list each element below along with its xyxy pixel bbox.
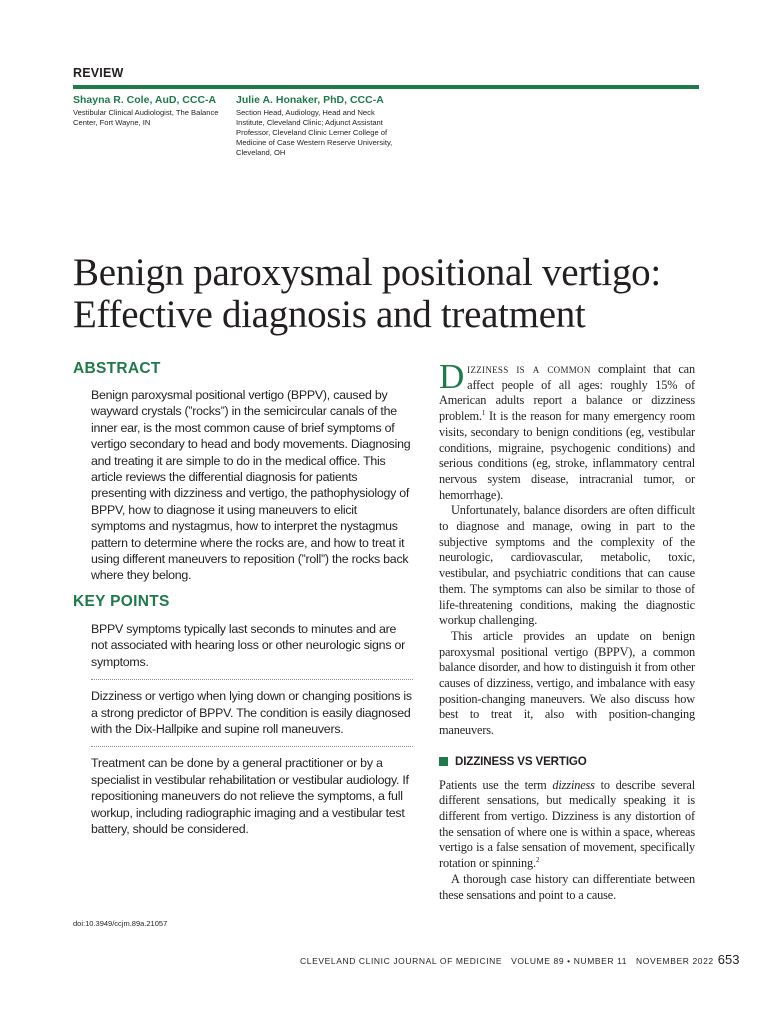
author-block-honaker — [236, 94, 396, 158]
header-rule — [73, 85, 699, 89]
title-line: Effective diagnosis and treatment — [73, 293, 586, 336]
affiliation-line: Section Head, Audiology, Head and Neck — [236, 108, 375, 117]
italic-term: dizziness — [552, 777, 595, 792]
intro-smallcaps: izziness is a common — [467, 362, 591, 376]
key-points-list — [73, 611, 413, 846]
footer-separator: • — [567, 956, 571, 966]
title-line: Benign paroxysmal positional vertigo: — [73, 251, 661, 294]
abstract-text: Benign paroxysmal positional vertigo (BPPV), caused by wayward crystals (”rocks”) in the semicircular canals of the inner ear, is the most common cause of brief symptoms of vertigo secondary to head and body movements. Diagnosing and treating it are simple to do in the medical office. This article reviews the differential diagnosis for patients presenting with dizziness and vertigo, the pathophysiology of BPPV, how to diagnose it using maneuvers to elicit symptoms and nystagmus, how to interpret the nystagmus pattern to determine where the rocks are, and how to treat it using different maneuvers to reposition (”roll”) the rocks back where they belong. — [91, 388, 411, 583]
section-label: REVIEW — [73, 66, 124, 80]
intro-text: complaint that can affect people of all ages: roughly 15% of American adults report a balance or dizziness problem. — [439, 362, 695, 424]
author-block-cole — [73, 94, 223, 128]
footer-number: NUMBER 11 — [573, 956, 628, 966]
page-footer — [300, 952, 740, 967]
key-point: Dizziness or vertigo when lying down or changing positions is a strong predictor of BPPV. The condition is easily diagnosed with the Dix-Hallpike and supine roll maneuvers. — [91, 680, 413, 747]
affiliation-line: Center, Fort Wayne, IN — [73, 118, 151, 127]
reference-marker[interactable]: 2 — [535, 856, 540, 864]
reference-marker[interactable]: 1 — [481, 409, 486, 418]
doi-link[interactable]: doi:10.3949/ccjm.89a.21057 — [73, 919, 168, 928]
key-point: Treatment can be done by a general practitioner or by a specialist in vestibular rehabilitation or vestibular audiology. If repositioning maneuvers do not relieve the symptoms, a full workup, including radiographic imaging and a vestibular test battery, should be considered. — [91, 756, 409, 836]
drop-cap: D — [439, 357, 465, 396]
key-point: BPPV symptoms typically last seconds to minutes and are not associated with hearing loss or other neurologic signs or symptoms. — [91, 611, 413, 680]
intro-text-tail: It is the reason for many emergency room visits, secondary to benign conditions (eg, vestibular conditions, migraine, psychogenic conditions) and serious conditions (eg, stroke, inflammatory central nervous system disease, intracranial tumor, or hemorrhage). — [439, 409, 695, 502]
left-column — [73, 360, 413, 846]
affiliation-line: Cleveland, OH — [236, 148, 286, 157]
subheading-text: DIZZINESS VS VERTIGO — [455, 754, 587, 768]
author-affiliation — [73, 108, 223, 128]
author-name: Shayna R. Cole, AuD, CCC-A — [73, 94, 217, 106]
square-bullet-icon — [439, 757, 448, 766]
article-title — [73, 252, 713, 336]
key-points-heading: KEY POINTS — [73, 592, 170, 610]
intro-paragraph — [439, 357, 695, 503]
author-name: Julie A. Honaker, PhD, CCC-A — [236, 94, 384, 106]
right-column — [439, 357, 696, 903]
section-subheading — [439, 754, 695, 770]
footer-date: NOVEMBER 2022 — [636, 956, 714, 966]
author-affiliation — [236, 108, 396, 158]
body-paragraph: A thorough case history can differentiate between these sensations and point to a cause. — [439, 871, 695, 902]
affiliation-line: Medicine of Case Western Reserve University, — [236, 138, 393, 147]
text-span: Patients use the term — [439, 777, 553, 792]
body-paragraph: This article provides an update on benign paroxysmal positional vertigo (BPPV), a common balance disorder, and how to distinguish it from other causes of dizziness, vertigo, and imbalance with easy position-changing maneuvers. We also discuss how best to treat it, also with position-changing maneuvers. — [439, 628, 695, 738]
body-paragraph: Unfortunately, balance disorders are often difficult to diagnose and manage, owing in part to the subjective symptoms and the complexity of the neurologic, cardiovascular, metabolic, toxic, vestibular, and psychiatric conditions that can cause them. The symptoms can also be similar to those of life-threatening conditions, making the diagnostic workup challenging. — [439, 503, 695, 628]
body-paragraph — [439, 778, 695, 872]
abstract-heading: ABSTRACT — [73, 360, 161, 377]
footer-volume: VOLUME 89 — [511, 956, 565, 966]
footer-journal: CLEVELAND CLINIC JOURNAL OF MEDICINE — [300, 956, 503, 966]
affiliation-line: Vestibular Clinical Audiologist, The Balance — [73, 108, 219, 117]
affiliation-line: Institute, Cleveland Clinic; Adjunct Assistant — [236, 118, 383, 127]
affiliation-line: Professor, Cleveland Clinic Lerner College of — [236, 128, 388, 137]
page-number: 653 — [717, 952, 740, 967]
text-span: to describe several different sensations, but medically speaking it is different from vertigo. Dizziness is any distortion of the sensation of where one is within a space, whereas vertigo is a false sensation of movement, specifically rotation or spinning. — [439, 777, 696, 871]
